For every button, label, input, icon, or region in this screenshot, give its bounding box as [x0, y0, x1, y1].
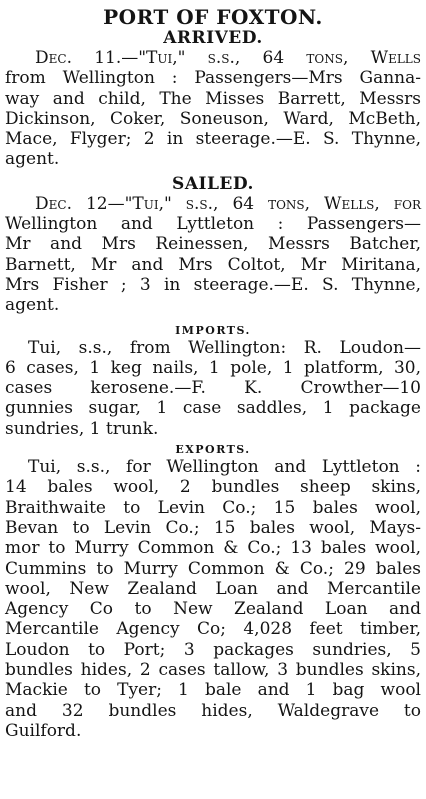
page-fragment [5, 0, 421, 6]
exports-line: Cummins to Murry Common & Co.; 29 bales [5, 558, 421, 579]
sailed-line: Mrs Fisher ; 3 in steerage.—E. S. Thynne, [5, 274, 421, 295]
exports-line: Tui, s.s., for Wellington and Lyttleton : [28, 457, 421, 478]
exports-line: Loudon to Port; 3 packages sundries, 5 [5, 639, 421, 660]
imports-line: Tui, s.s., from Wellington: R. Loudon— [28, 337, 421, 358]
exports-line: Guilford. [5, 720, 82, 741]
imports-line: cases kerosene.—F. K. Crowther—10 [5, 378, 421, 399]
sailed-line: agent. [5, 295, 60, 316]
exports-line: and 32 bundles hides, Waldegrave to [5, 700, 421, 721]
sailed-heading: SAILED. [172, 173, 254, 194]
exports-heading: EXPORTS. [175, 443, 251, 457]
newspaper-column [5, 0, 421, 741]
arrived-line: agent. [5, 149, 60, 170]
arrived-line: Mace, Flyger; 2 in steerage.—E. S. Thynne, [5, 129, 421, 150]
imports-line: gunnies sugar, 1 case saddles, 1 package [5, 398, 421, 419]
exports-line: Braithwaite to Levin Co.; 15 bales wool, [5, 497, 421, 518]
arrived-line: Dec. 11.—"Tui," s.s., 64 tons, Wells [35, 48, 421, 68]
imports-heading: IMPORTS. [175, 323, 251, 337]
exports-line: mor to Murry Common & Co.; 13 bales wool, [5, 538, 421, 559]
arrived-line: way and child, The Misses Barrett, Messrs [5, 88, 421, 109]
exports-line: Mercantile Agency Co; 4,028 feet timber, [5, 619, 421, 640]
arrived-heading: ARRIVED. [163, 28, 263, 48]
exports-line: wool, New Zealand Loan and Mercantile [5, 578, 421, 599]
exports-line: Bevan to Levin Co.; 15 bales wool, Mays- [5, 517, 421, 538]
exports-line: Agency Co to New Zealand Loan and [5, 599, 421, 620]
arrived-line: from Wellington : Passengers—Mrs Ganna- [5, 68, 421, 89]
exports-line: bundles hides, 2 cases tallow, 3 bundles skins, [5, 660, 421, 681]
sailed-line: Dec. 12—"Tui," s.s., 64 tons, Wells, for [35, 193, 421, 214]
imports-line: 6 cases, 1 keg nails, 1 pole, 1 platform, 30, [5, 357, 421, 378]
sailed-line: Wellington and Lyttleton : Passengers— [5, 214, 421, 235]
sailed-line: Barnett, Mr and Mrs Coltot, Mr Miritana, [5, 254, 421, 275]
imports-line: sundries, 1 trunk. [5, 418, 159, 439]
exports-line: 14 bales wool, 2 bundles sheep skins, [5, 477, 421, 498]
exports-line: Mackie to Tyer; 1 bale and 1 bag wool [5, 680, 421, 701]
sailed-paragraph [5, 194, 421, 316]
imports-paragraph [5, 338, 421, 439]
page-title: PORT OF FOXTON. [103, 5, 323, 29]
arrived-paragraph [5, 48, 421, 170]
exports-paragraph [5, 457, 421, 741]
sailed-line: Mr and Mrs Reinessen, Messrs Batcher, [5, 234, 421, 255]
arrived-line: Dickinson, Coker, Soneuson, Ward, McBeth, [5, 108, 421, 129]
